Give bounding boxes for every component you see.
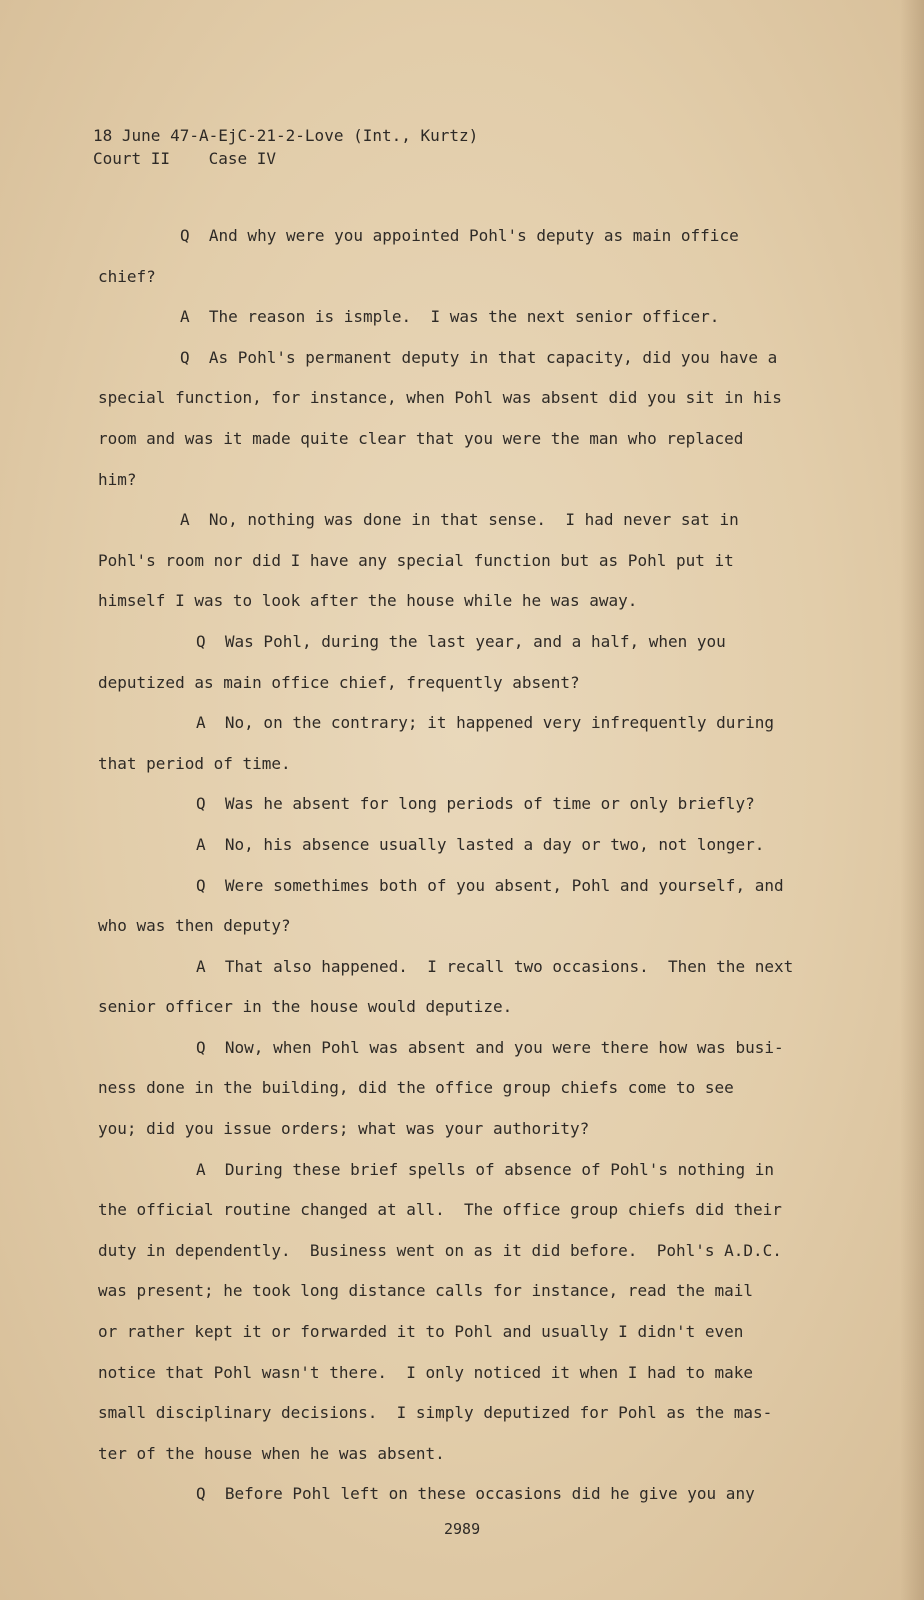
- transcript-line: Q As Pohl's permanent deputy in that capacity, did you have a: [180, 347, 778, 367]
- transcript-line: Q Was Pohl, during the last year, and a half, when you: [196, 631, 726, 651]
- transcript-line: senior officer in the house would deputize.: [98, 997, 513, 1017]
- transcript-line: himself I was to look after the house while he was away.: [98, 591, 638, 611]
- transcript-line: Pohl's room nor did I have any special function but as Pohl put it: [98, 550, 734, 570]
- transcript-line: notice that Pohl wasn't there. I only noticed it when I had to make: [98, 1362, 754, 1382]
- page-edge-shadow: [900, 0, 924, 1600]
- transcript-line: ness done in the building, did the office group chiefs come to see: [98, 1078, 734, 1098]
- transcript-line: A During these brief spells of absence of Pohl's nothing in: [196, 1159, 774, 1179]
- transcript-line: Q Was he absent for long periods of time or only briefly?: [196, 794, 755, 814]
- header-reference: 18 June 47-A-EjC-21-2-Love (Int., Kurtz): [93, 126, 479, 145]
- transcript-line: A No, his absence usually lasted a day or two, not longer.: [196, 834, 765, 854]
- page-number: 2989: [444, 1520, 481, 1538]
- transcript-line: Q And why were you appointed Pohl's deputy as main office: [180, 226, 739, 245]
- transcript-line: him?: [98, 469, 137, 489]
- transcript-line: or rather kept it or forwarded it to Pohl and usually I didn't even: [98, 1322, 744, 1342]
- transcript-line: Q Were somethimes both of you absent, Pohl and yourself, and: [196, 875, 784, 895]
- transcript-line: A No, on the contrary; it happened very infrequently during: [196, 713, 774, 733]
- header-court-case: Court II Case IV: [93, 149, 277, 168]
- transcript-line: Q Now, when Pohl was absent and you were there how was busi-: [196, 1037, 784, 1057]
- transcript-line: A The reason is ismple. I was the next senior officer.: [180, 307, 720, 327]
- transcript-line: room and was it made quite clear that you were the man who replaced: [98, 428, 744, 448]
- transcript-line: Q Before Pohl left on these occasions did he give you any: [196, 1484, 755, 1504]
- transcript-line: was present; he took long distance calls for instance, read the mail: [98, 1281, 754, 1301]
- transcript-line: ter of the house when he was absent.: [98, 1443, 445, 1463]
- transcript-line: A That also happened. I recall two occasions. Then the next: [196, 956, 794, 976]
- transcript-line: the official routine changed at all. The office group chiefs did their: [98, 1200, 782, 1220]
- transcript-line: special function, for instance, when Pohl was absent did you sit in his: [98, 388, 782, 408]
- transcript-line: chief?: [98, 266, 156, 286]
- transcript-line: that period of time.: [98, 753, 291, 773]
- transcript-body: [98, 216, 838, 1515]
- document-header: [93, 124, 478, 170]
- transcript-line: A No, nothing was done in that sense. I had never sat in: [180, 510, 739, 530]
- transcript-line: who was then deputy?: [98, 916, 291, 936]
- transcript-line: you; did you issue orders; what was your authority?: [98, 1119, 590, 1139]
- transcript-line: duty in dependently. Business went on as it did before. Pohl's A.D.C.: [98, 1240, 782, 1260]
- transcript-line: deputized as main office chief, frequently absent?: [98, 672, 580, 692]
- transcript-line: small disciplinary decisions. I simply deputized for Pohl as the mas-: [98, 1403, 773, 1423]
